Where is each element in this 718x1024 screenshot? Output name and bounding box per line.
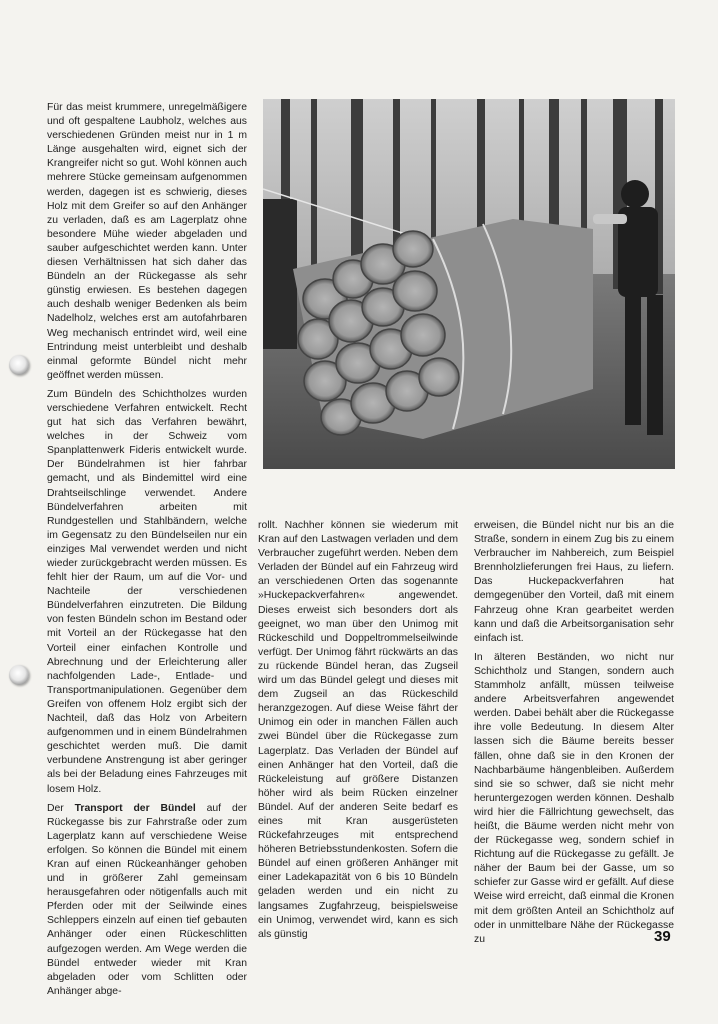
page-number: 39	[654, 928, 671, 945]
photo-illustration	[263, 99, 675, 469]
binder-hole-bottom	[9, 665, 29, 685]
paragraph-text: Der	[47, 802, 75, 814]
bold-heading-text: Transport der Bündel	[74, 802, 196, 814]
paragraph-text: auf der Rückegasse bis zur Fahrstraße oder zum Lagerplatz kann auf verschiedene Weise erfolgen. So können die Bündel mit einem Kran auf einen Rückeanhänger gehoben und in größerer Zahl gemeinsam herausgefahren oder nötigenfalls auch mit Pferden oder mit der Seilwinde eines Schleppers einzeln auf einen tief gebauten Anhänger oder einen Rückeschlitten aufgezogen werden. Am Wege werden die Bündel entweder wieder mit Kran abgeladen oder vom Schlitten oder Anhänger abge-	[47, 802, 247, 997]
paragraph	[474, 651, 674, 947]
paragraph-text: erweisen, die Bündel nicht nur bis an die Straße, sondern in einem Zug bis zu einem Verbraucher im Nahbereich, zum Beispiel Brennholzlieferungen frei Haus, zu liefern. Das Huckepackverfahren hat demgegenüber den Vorteil, daß mit einem Fahrzeug ohne Kran gearbeitet werden kann und daß die Arbeitsorganisation sehr einfach ist.	[474, 520, 674, 644]
paragraph-text: rollt. Nachher können sie wiederum mit Kran auf den Lastwagen verladen und dem Verbraucher zugeführt werden. Neben dem Verladen der Bündel auf ein Fahrzeug wird an verschiedenen Orten das sogenannte »Huckepackverfahren« angewendet. Dieses erweist sich besonders dort als geeignet, wo man über den Unimog mit Rückeschild und Doppeltrommelseilwinde verfügt. Der Unimog fährt rückwärts an das zu rückende Bündel heran, das Zugseil wird um das Bündel gelegt und dieses mit dem Zugseil an das Rückeschild heranzgezogen. Auf diese Weise fährt der Unimog ein oder in manchen Fällen auch zwei Bündel über die Rückegasse zum Lagerplatz. Das Verladen der Bündel auf einen Anhänger hat den Vorteil, daß die Rückeleistung auf größere Distanzen höher wird als beim Rücken einzelner Bündel. Auf der anderen Seite bedarf es eines mit Kran ausgerüsteten Rückefahrzeuges mit entsprechend höheren Betriebsstundenkosten. Sofern die Bündel auf einen größeren Anhänger mit einer Ladekapazität von 6 bis 10 Bündeln geladen werden und ein nicht zu langsames Zugfahrzeug, beispielsweise ein Unimog, verwendet wird, kann es sich als günstig	[258, 520, 458, 940]
paragraph	[258, 519, 458, 942]
paragraph	[47, 802, 247, 999]
text-column-left	[47, 101, 247, 1004]
paragraph	[47, 388, 247, 797]
tractor-wheel	[263, 199, 297, 349]
text-column-middle	[258, 519, 458, 947]
binder-hole-top	[9, 355, 29, 375]
paragraph-text: Zum Bündeln des Schichtholzes wurden verschiedene Verfahren entwickelt. Recht gut hat sich das Verfahren bewährt, welches in der Schweiz vom Spanplattenwerk Fideris entwickelt wurde. Der Bündelrahmen ist hier fahrbar gemacht, und als Bindemittel wird eine Drahtseilschlinge verwendet. Andere Bündelverfahren arbeiten mit Rundgestellen und Stahlbändern, welche im Gegensatz zu den Bündelseilen nur ein einziges Mal verwendet werden und nicht wieder zurückgebracht werden müssen. Es fehlt hier der Raum, um auf die Vor- und Nachteile der verschiedenen Bündelverfahren einzutreten. Die Bildung von festen Bündeln schon im Bestand oder mit Vorteil an der Rückegasse hat den Vorteil einer einfachen Kontrolle und Abrechnung und der Erleichterung aller nachfolgenden Lade-, Entlade- und Transportmanipulationen. Gegenüber dem Greifen von offenem Holz ergibt sich der Nachteil, daß das Holz von Arbeitern aufgenommen und in einem Bündelrahmen geschichtet werden muß. Die damit verbundene Anstrengung ist aber geringer als bei der Beladung eines Fahrzeuges mit losem Holz.	[47, 388, 247, 795]
paragraph	[47, 101, 247, 383]
text-column-right	[474, 519, 674, 952]
paragraph	[474, 519, 674, 646]
photo-wood-bundle	[263, 99, 675, 469]
paragraph-text: In älteren Beständen, wo nicht nur Schichtholz und Stangen, sondern auch Stammholz anfällt, müssen teilweise andere Arbeitsverfahren angewendet werden. Dabei behält aber die Rückegasse ihre volle Bedeutung. In diesem Alter lassen sich die Bäume bereits besser fällen, ohne daß sie in den Kronen der Nachbarbäume hängenbleiben. Außerdem sind sie so schwer, daß sie nicht mehr heruntergezogen werden können. Deshalb wird hier die Fällrichtung gewechselt, das heißt, die Bäume werden nicht mehr von der Rückegasse weg, sondern schief in Richtung auf die Rückegasse zu gefällt. Je näher der Baum bei der Gasse, um so schiefer zur Gasse wird er gefällt. Auf diese Weise wird erreicht, daß einmal die Kronen mit dem größten Anteil an Schichtholz auf oder in unmittelbare Nähe der Rückegasse zu	[474, 651, 674, 945]
paragraph-text: Für das meist krummere, unregelmäßigere und oft gespaltene Laubholz, welches aus verschiedenen Gründen meist nur in 1 m Länge ausgehalten wird, eignet sich der Krangreifer nicht so gut. Wohl können auch mehrere Stücke gemeinsam aufgenommen werden, dagegen ist es schwierig, dieses Holz mit dem Greifer so auf den Anhänger zu verladen, daß es am Lagerplatz ohne besondere Mühe wieder abgeladen und sauber aufgeschichtet werden kann. Unter diesen Verhältnissen hat sich daher das Bündeln an der Rückegasse als sehr günstig erwiesen. Es bestehen dagegen auch deshalb weniger Bedenken als beim Nadelholz, welches erst am autofahrbaren Weg mechanisch entrindet wird, weil eine Entrindung meist unterbleibt und deshalb einmal geformte Bündel nicht mehr geöffnet werden müssen.	[47, 102, 247, 381]
